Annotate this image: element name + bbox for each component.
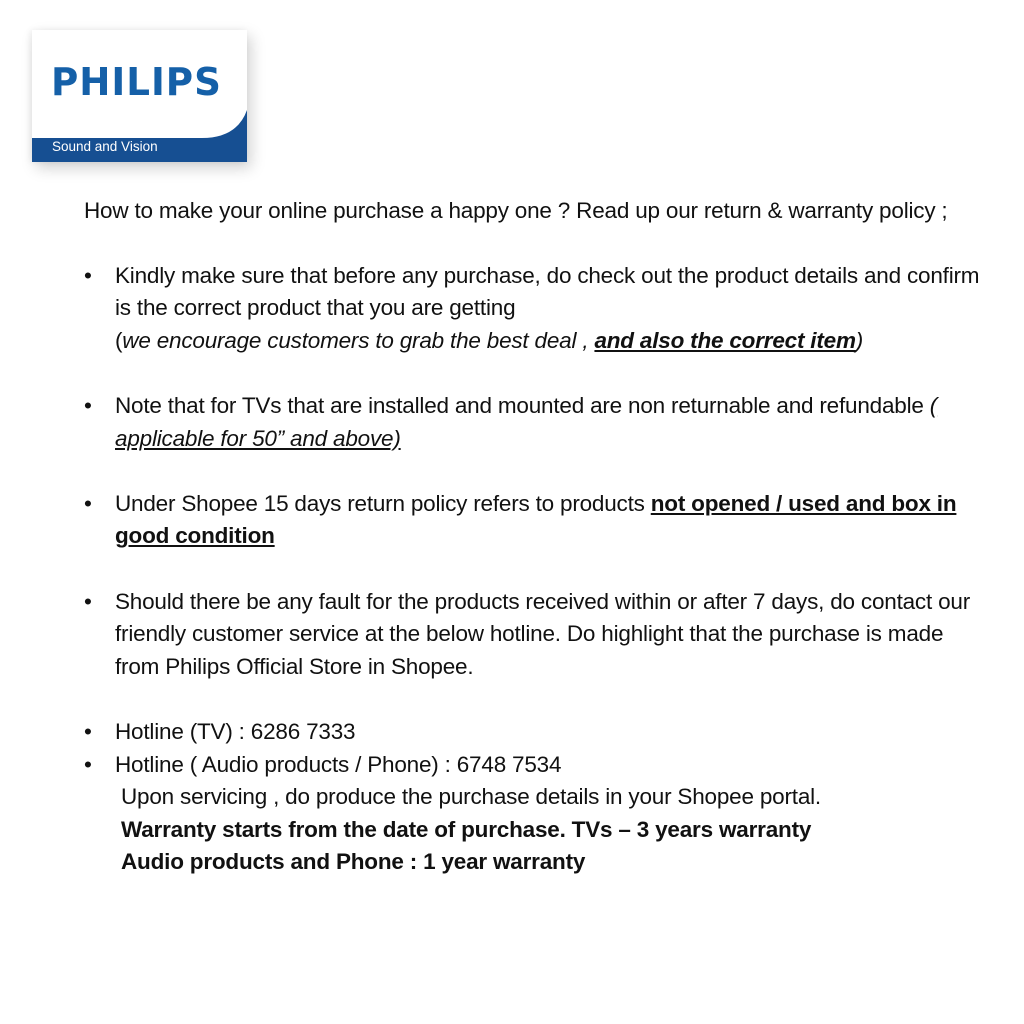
warranty-tv: Warranty starts from the date of purchase. TVs – 3 years warranty (121, 816, 812, 842)
list-item: • Kindly make sure that before any purchase, do check out the product details and confirm is the correct product that you are getting (we encourage customers to grab the best deal , and also the correct item) (84, 260, 984, 358)
policy-list (84, 260, 984, 782)
hotline-tv: • Hotline (TV) : 6286 7333 (84, 716, 984, 749)
bullet-icon: • (84, 392, 92, 418)
logo-tagline: Sound and Vision (52, 139, 158, 154)
bullet-icon: • (84, 718, 92, 744)
bullet-icon: • (84, 751, 92, 777)
bullet-icon: • (84, 262, 92, 288)
servicing-note: Upon servicing , do produce the purchase details in your Shopee portal. (121, 784, 821, 810)
intro-text: How to make your online purchase a happy one ? Read up our return & warranty policy ; (84, 198, 948, 223)
list-item: • Note that for TVs that are installed and mounted are non returnable and refundable ( applicable for 50” and above) (84, 390, 984, 455)
logo-wordmark: PHILIPS (51, 60, 222, 104)
bullet-icon: • (84, 588, 92, 614)
list-item: • Under Shopee 15 days return policy refers to products not opened / used and box in good condition (84, 488, 984, 553)
warranty-audio: Audio products and Phone : 1 year warranty (121, 849, 586, 875)
list-item: • Should there be any fault for the products received within or after 7 days, do contact our friendly customer service at the below hotline. Do highlight that the purchase is made from Philips Official Store in Shopee. (84, 586, 984, 684)
philips-logo (32, 30, 247, 162)
logo-band (32, 110, 247, 162)
bullet-icon: • (84, 490, 92, 516)
hotline-audio: • Hotline ( Audio products / Phone) : 6748 7534 (84, 749, 984, 782)
policy-document (84, 195, 984, 879)
